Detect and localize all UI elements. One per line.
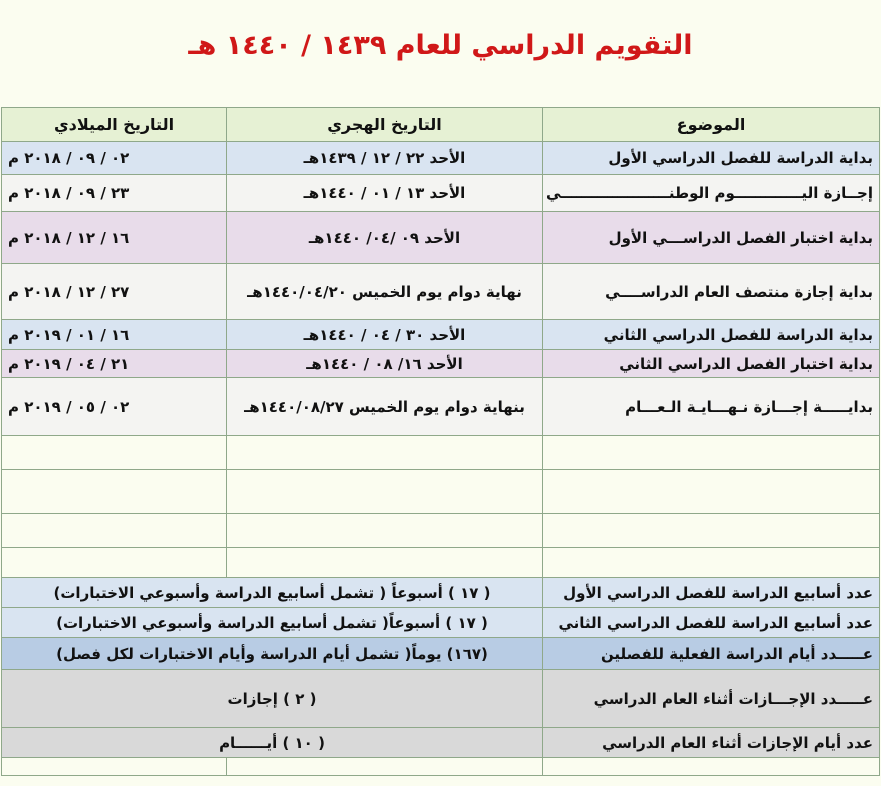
header-row [2,108,880,142]
summary-row [2,578,880,608]
event-hijri: الأحد ١٦/ ٠٨ / ١٤٤٠هـ [227,350,543,378]
event-topic: بداية اختبار الفصل الدراســـي الأول [543,212,880,264]
empty-row [2,758,880,776]
summary-label: عدد أسابيع الدراسة للفصل الدراسي الثاني [543,608,880,638]
header-topic: الموضوع [543,108,880,142]
summary-label: عـــــدد الإجـــازات أثناء العام الدراسي [543,670,880,728]
empty-row [2,436,880,470]
calendar-table [1,107,880,776]
summary-label: عدد أسابيع الدراسة للفصل الدراسي الأول [543,578,880,608]
event-hijri: الأحد ٢٢ / ١٢ / ١٤٣٩هـ [227,142,543,175]
summary-row [2,608,880,638]
header-hijri: التاريخ الهجري [227,108,543,142]
empty-row [2,548,880,578]
event-hijri: بنهاية دوام يوم الخميس ١٤٤٠/٠٨/٢٧هـ [227,378,543,436]
event-gregorian: ١٦ / ٠١ / ٢٠١٩ م [2,320,227,350]
event-hijri: نهاية دوام يوم الخميس ١٤٤٠/٠٤/٢٠هـ [227,264,543,320]
event-topic: بداية إجازة منتصف العام الدراســــي [543,264,880,320]
event-gregorian: ٢٣ / ٠٩ / ٢٠١٨ م [2,175,227,212]
page-title: التقويم الدراسي للعام ١٤٣٩ / ١٤٤٠ هـ [188,30,693,61]
event-topic: بداية الدراسة للفصل الدراسي الأول [543,142,880,175]
table-row [2,350,880,378]
event-hijri: الأحد ٠٩ /٠٤/ ١٤٤٠هـ [227,212,543,264]
table-row [2,142,880,175]
summary-label: عدد أيام الإجازات أثناء العام الدراسي [543,728,880,758]
table-row [2,212,880,264]
summary-label: عـــــدد أيام الدراسة الفعلية للفصلين [543,638,880,670]
summary-value: ( ١٠ ) أيــــــام [2,728,543,758]
event-gregorian: ٠٢ / ٠٥ / ٢٠١٩ م [2,378,227,436]
table-row [2,175,880,212]
empty-row [2,514,880,548]
event-topic: بدايـــــة إجـــازة نـهـــايـة الـعـــام [543,378,880,436]
event-gregorian: ١٦ / ١٢ / ٢٠١٨ م [2,212,227,264]
event-gregorian: ٢٧ / ١٢ / ٢٠١٨ م [2,264,227,320]
summary-row [2,670,880,728]
event-gregorian: ٠٢ / ٠٩ / ٢٠١٨ م [2,142,227,175]
summary-value: ( ٢ ) إجازات [2,670,543,728]
event-topic: بداية الدراسة للفصل الدراسي الثاني [543,320,880,350]
summary-value: ( ١٧ ) أسبوعاً ( تشمل أسابيع الدراسة وأسبوعي الاختبارات) [2,578,543,608]
event-topic: إجــازة اليـــــــــــــوم الوطنـــــــــــــــــــــي [543,175,880,212]
summary-row [2,728,880,758]
empty-row [2,470,880,514]
table-row [2,264,880,320]
header-gregorian: التاريخ الميلادي [2,108,227,142]
summary-value: (١٦٧) يوماً( تشمل أيام الدراسة وأيام الاختبارات لكل فصل) [2,638,543,670]
event-topic: بداية اختبار الفصل الدراسي الثاني [543,350,880,378]
table-row [2,378,880,436]
event-gregorian: ٢١ / ٠٤ / ٢٠١٩ م [2,350,227,378]
event-hijri: الأحد ١٣ / ٠١ / ١٤٤٠هـ [227,175,543,212]
summary-value: ( ١٧ ) أسبوعاً( تشمل أسابيع الدراسة وأسبوعي الاختبارات) [2,608,543,638]
summary-row [2,638,880,670]
event-hijri: الأحد ٣٠ / ٠٤ / ١٤٤٠هـ [227,320,543,350]
table-row [2,320,880,350]
